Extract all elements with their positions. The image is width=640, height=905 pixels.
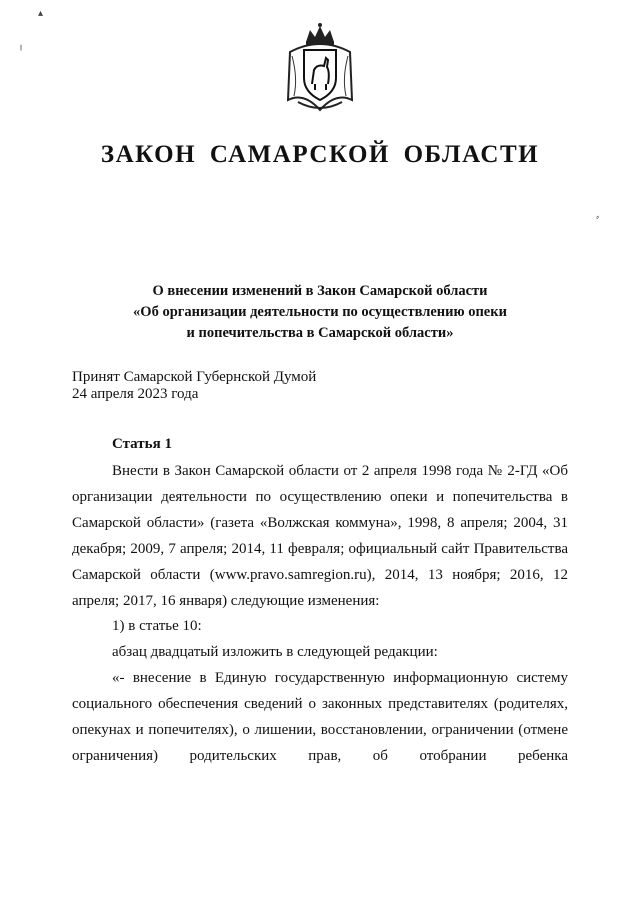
article-body — [72, 459, 568, 770]
scan-speck: ╷ — [18, 40, 25, 51]
law-title: ЗАКОН САМАРСКОЙ ОБЛАСТИ — [100, 141, 540, 168]
adopted-by: Принят Самарской Губернской Думой — [72, 369, 317, 385]
scan-speck: ⸗ — [596, 212, 600, 223]
adoption-info — [72, 369, 472, 403]
article-heading: Статья 1 — [112, 436, 172, 452]
paragraph: Внести в Закон Самарской области от 2 апреля 1998 года № 2-ГД «Об организации деятельности по осуществлению опеки и попечительства в Самарской области» (газета «Волжская коммуна», 1998, 8 апреля; 2004, 31 декабря; 2009, 7 апреля; 2014, 11 февраля; официальный сайт Правительства Самарской области (www.pravo.samregion.ru), 2014, 13 ноября; 2016, 12 апреля; 2017, 16 января) следующие изменения: — [72, 463, 568, 609]
subject-line: О внесении изменений в Закон Самарской области — [152, 283, 488, 299]
adopted-date: 24 апреля 2023 года — [72, 386, 199, 402]
subject-line: и попечительства в Самарской области» — [186, 325, 454, 341]
paragraph: «- внесение в Единую государственную информационную систему социального обеспечения сведений о законных представителях (родителях, опекунах и попечителях), о лишении, восстановлении, ограничении (отмене ограничения) родительских прав, об отобрании ребенка — [72, 670, 568, 764]
paragraph: 1) в статье 10: — [112, 618, 202, 635]
coat-of-arms-icon — [284, 22, 356, 114]
subject-line: «Об организации деятельности по осуществлению опеки — [133, 304, 507, 320]
law-subject — [80, 281, 560, 344]
scan-speck: ▴ — [38, 8, 44, 19]
paragraph: абзац двадцатый изложить в следующей редакции: — [112, 644, 438, 661]
